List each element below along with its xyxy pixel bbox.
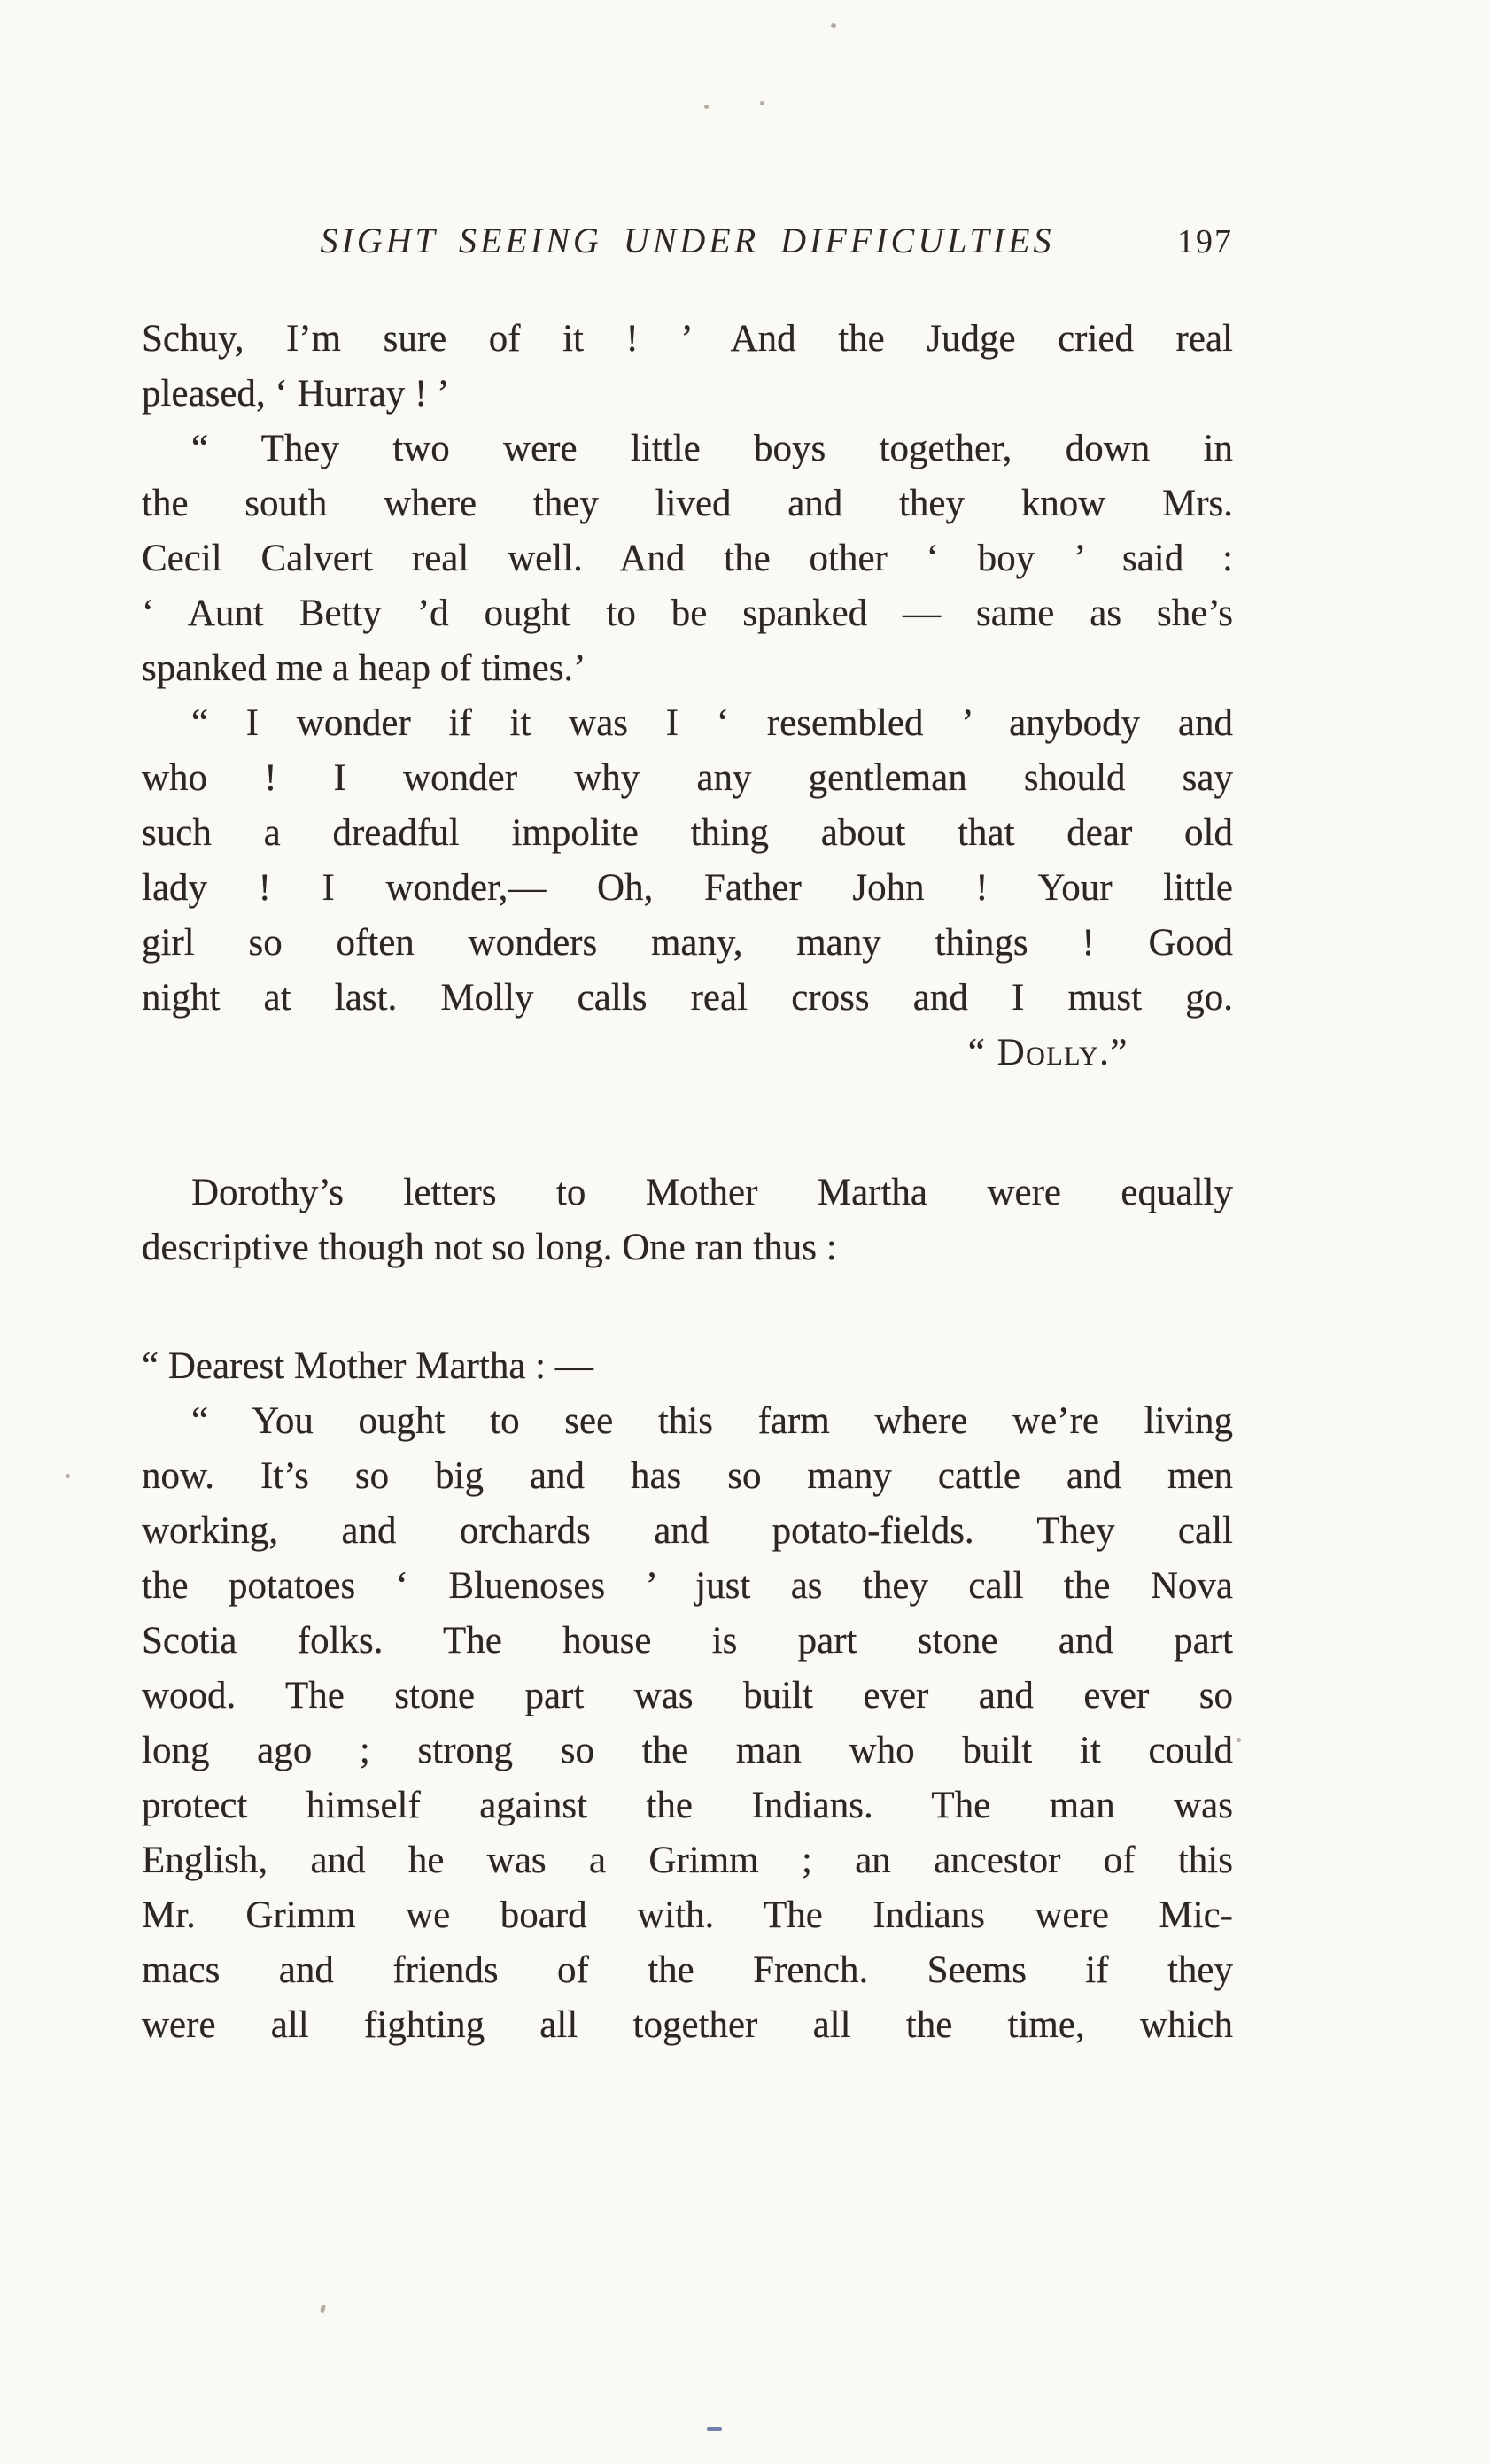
pen-mark bbox=[707, 2427, 722, 2431]
scan-speck bbox=[66, 1474, 70, 1478]
text-line: spanked me a heap of times.’ bbox=[142, 647, 586, 689]
text-line: ‘ Aunt Betty ’d ought to be spanked — same as she’s bbox=[142, 593, 1233, 634]
text-line: wood. The stone part was built ever and ever so bbox=[142, 1675, 1233, 1716]
text-line: who ! I wonder why any gentleman should say bbox=[142, 757, 1233, 799]
text-line: macs and friends of the French. Seems if they bbox=[142, 1949, 1233, 1991]
scan-speck bbox=[320, 2305, 326, 2313]
text-line: night at last. Molly calls real cross and I must go. bbox=[142, 977, 1233, 1019]
scan-speck bbox=[760, 101, 764, 105]
text-block bbox=[142, 312, 1233, 2053]
signature-dolly bbox=[142, 1026, 1233, 1081]
page-number: 197 bbox=[1177, 223, 1233, 260]
text-line: Schuy, I’m sure of it ! ’ And the Judge cried real bbox=[142, 318, 1233, 360]
text-line: “ I wonder if it was I ‘ resembled ’ anybody and bbox=[191, 702, 1233, 744]
text-line: the south where they lived and they know Mrs. bbox=[142, 483, 1233, 524]
text-line: protect himself against the Indians. The man was bbox=[142, 1785, 1233, 1826]
text-line: lady ! I wonder,— Oh, Father John ! Your little bbox=[142, 867, 1233, 909]
para-i-wonder bbox=[142, 696, 1233, 1026]
scan-speck bbox=[1237, 1738, 1241, 1742]
text-line: the potatoes ‘ Bluenoses ’ just as they call the Nova bbox=[142, 1565, 1233, 1607]
text-line: long ago ; strong so the man who built it could bbox=[142, 1730, 1233, 1771]
para-they-two bbox=[142, 422, 1233, 696]
chapter-title: SIGHT SEEING UNDER DIFFICULTIES bbox=[320, 221, 1055, 260]
running-head bbox=[142, 220, 1233, 261]
text-line: pleased, ‘ Hurray ! ’ bbox=[142, 373, 450, 415]
text-line: working, and orchards and potato-fields. They call bbox=[142, 1510, 1233, 1552]
text-line: “ They two were little boys together, down in bbox=[191, 428, 1233, 469]
text-line: “ You ought to see this farm where we’re living bbox=[191, 1400, 1233, 1442]
text-line: Mr. Grimm we board with. The Indians were Mic- bbox=[142, 1894, 1233, 1936]
text-line: girl so often wonders many, many things ! Good bbox=[142, 922, 1233, 964]
text-line: Scotia folks. The house is part stone and part bbox=[142, 1620, 1233, 1662]
text-line: descriptive though not so long. One ran thus : bbox=[142, 1227, 837, 1268]
scan-speck bbox=[704, 105, 709, 109]
para-letter-continuation bbox=[142, 312, 1233, 422]
text-line: such a dreadful impolite thing about that dear old bbox=[142, 812, 1233, 854]
text-line: English, and he was a Grimm ; an ancestor of this bbox=[142, 1840, 1233, 1881]
text-line: were all fighting all together all the time, which bbox=[142, 2004, 1233, 2046]
text-line: Cecil Calvert real well. And the other ‘ boy ’ said : bbox=[142, 538, 1233, 579]
para-you-ought bbox=[142, 1394, 1233, 2053]
text-line: Dorothy’s letters to Mother Martha were equally bbox=[191, 1172, 1233, 1213]
text-line: “ Dearest Mother Martha : — bbox=[142, 1345, 593, 1387]
text-line: “ Dolly.” bbox=[967, 1032, 1128, 1073]
para-salutation bbox=[142, 1339, 1233, 1394]
para-dorothys-letters bbox=[142, 1166, 1233, 1275]
text-line: now. It’s so big and has so many cattle and men bbox=[142, 1455, 1233, 1497]
scan-speck bbox=[831, 23, 836, 28]
